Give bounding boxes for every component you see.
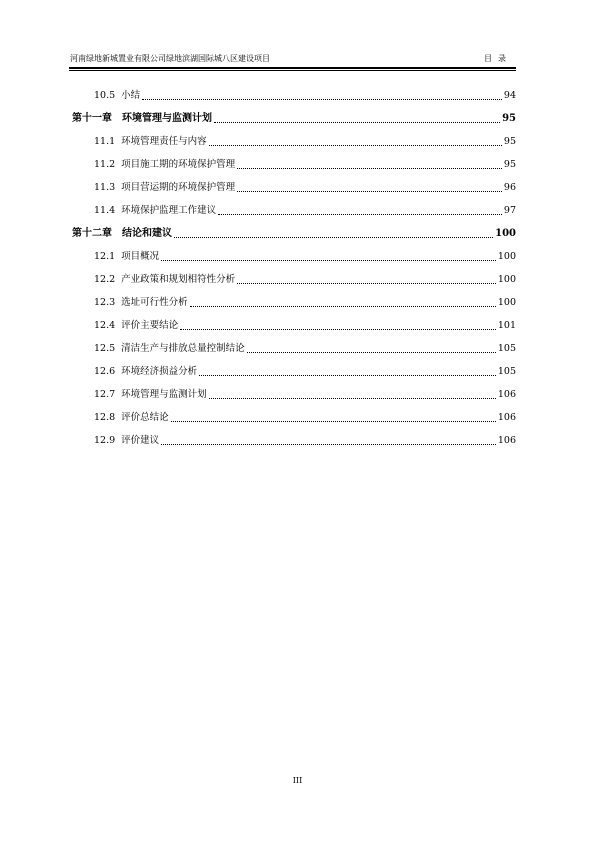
toc-entry-page: 106 bbox=[497, 435, 516, 446]
toc-entry-12-2[interactable] bbox=[94, 272, 516, 288]
toc-entry-number: 12.4 bbox=[94, 320, 116, 331]
toc-leader-dots bbox=[214, 122, 500, 123]
header-rule-thick bbox=[69, 67, 516, 69]
toc-entry-number: 11.2 bbox=[94, 159, 116, 170]
toc-leader-dots bbox=[199, 375, 496, 376]
toc-entry-page: 95 bbox=[502, 113, 516, 124]
toc-entry-page: 105 bbox=[497, 343, 516, 354]
toc-chapter-number: 第十一章 bbox=[72, 113, 112, 124]
toc-entry-12-6[interactable] bbox=[94, 364, 516, 380]
toc-leader-dots bbox=[161, 444, 496, 445]
toc-chapter-11[interactable] bbox=[72, 111, 516, 127]
toc-entry-label: 产业政策和规划相符性分析 bbox=[121, 274, 236, 285]
toc-entry-12-4[interactable] bbox=[94, 318, 516, 334]
toc-entry-number: 12.2 bbox=[94, 274, 116, 285]
page-number: III bbox=[292, 776, 303, 785]
toc-entry-page: 95 bbox=[503, 136, 516, 147]
toc-entry-label: 评价总结论 bbox=[121, 412, 169, 423]
toc-entry-number: 12.6 bbox=[94, 366, 116, 377]
toc-entry-11-1[interactable] bbox=[94, 134, 516, 150]
toc-entry-label: 评价建议 bbox=[121, 435, 160, 446]
toc-entry-label: 小结 bbox=[121, 90, 141, 101]
toc-entry-page: 96 bbox=[503, 182, 516, 193]
toc-entry-page: 95 bbox=[503, 159, 516, 170]
toc-leader-dots bbox=[180, 329, 496, 330]
toc-entry-number: 12.3 bbox=[94, 297, 116, 308]
toc-leader-dots bbox=[142, 99, 502, 100]
toc-entry-page: 94 bbox=[503, 90, 516, 101]
toc-entry-11-3[interactable] bbox=[94, 180, 516, 196]
toc-entry-label: 环境经济损益分析 bbox=[121, 366, 198, 377]
toc-entry-page: 106 bbox=[497, 389, 516, 400]
toc-entry-number: 12.7 bbox=[94, 389, 116, 400]
toc-entry-12-7[interactable] bbox=[94, 387, 516, 403]
toc-entry-label: 环境管理责任与内容 bbox=[121, 136, 207, 147]
toc-entry-page: 101 bbox=[497, 320, 516, 331]
toc-chapter-12[interactable] bbox=[72, 226, 516, 242]
document-title: 河南绿地新城置业有限公司绿地滨湖国际城八区建设项目 bbox=[70, 54, 270, 63]
page-header bbox=[70, 53, 515, 65]
header-rule-thin bbox=[69, 70, 516, 71]
toc-entry-number: 12.5 bbox=[94, 343, 116, 354]
toc-leader-dots bbox=[237, 191, 502, 192]
toc-entry-page: 105 bbox=[497, 366, 516, 377]
toc-entry-label: 清洁生产与排放总量控制结论 bbox=[121, 343, 245, 354]
section-name: 目录 bbox=[484, 54, 512, 63]
toc-entry-label: 环境管理与监测计划 bbox=[121, 389, 207, 400]
toc-entry-12-9[interactable] bbox=[94, 433, 516, 449]
toc-entry-number: 11.3 bbox=[94, 182, 116, 193]
toc-entry-number: 11.4 bbox=[94, 205, 116, 216]
toc-entry-11-2[interactable] bbox=[94, 157, 516, 173]
toc-entry-12-1[interactable] bbox=[94, 249, 516, 265]
toc-entry-number: 12.8 bbox=[94, 412, 116, 423]
toc-entry-label: 项目营运期的环境保护管理 bbox=[121, 182, 236, 193]
toc-entry-label: 项目施工期的环境保护管理 bbox=[121, 159, 236, 170]
toc-leader-dots bbox=[209, 398, 496, 399]
toc-entry-12-8[interactable] bbox=[94, 410, 516, 426]
toc-leader-dots bbox=[174, 237, 493, 238]
toc-entry-label: 项目概况 bbox=[121, 251, 160, 262]
toc-entry-page: 100 bbox=[497, 274, 516, 285]
toc-entry-11-4[interactable] bbox=[94, 203, 516, 219]
toc-leader-dots bbox=[237, 168, 502, 169]
toc-leader-dots bbox=[218, 214, 502, 215]
toc-entry-number: 10.5 bbox=[94, 90, 116, 101]
toc-entry-label: 评价主要结论 bbox=[121, 320, 179, 331]
toc-entry-page: 106 bbox=[497, 412, 516, 423]
toc-entry-number: 12.1 bbox=[94, 251, 116, 262]
toc-entry-12-5[interactable] bbox=[94, 341, 516, 357]
toc-entry-page: 100 bbox=[495, 228, 516, 239]
toc-entry-page: 100 bbox=[497, 251, 516, 262]
toc-entry-page: 97 bbox=[503, 205, 516, 216]
toc-entry-label: 选址可行性分析 bbox=[121, 297, 188, 308]
toc-entry-number: 11.1 bbox=[94, 136, 116, 147]
toc-chapter-label: 结论和建议 bbox=[122, 228, 172, 239]
toc-entry-number: 12.9 bbox=[94, 435, 116, 446]
toc-leader-dots bbox=[190, 306, 496, 307]
toc-leader-dots bbox=[209, 145, 502, 146]
toc-entry-12-3[interactable] bbox=[94, 295, 516, 311]
toc-leader-dots bbox=[171, 421, 496, 422]
toc-entry-page: 100 bbox=[497, 297, 516, 308]
toc-chapter-label: 环境管理与监测计划 bbox=[122, 113, 212, 124]
toc-leader-dots bbox=[247, 352, 496, 353]
toc-entry-10-5[interactable] bbox=[94, 88, 516, 104]
toc-entry-label: 环境保护监理工作建议 bbox=[121, 205, 217, 216]
toc-leader-dots bbox=[161, 260, 496, 261]
toc-chapter-number: 第十二章 bbox=[72, 228, 112, 239]
toc-leader-dots bbox=[237, 283, 496, 284]
